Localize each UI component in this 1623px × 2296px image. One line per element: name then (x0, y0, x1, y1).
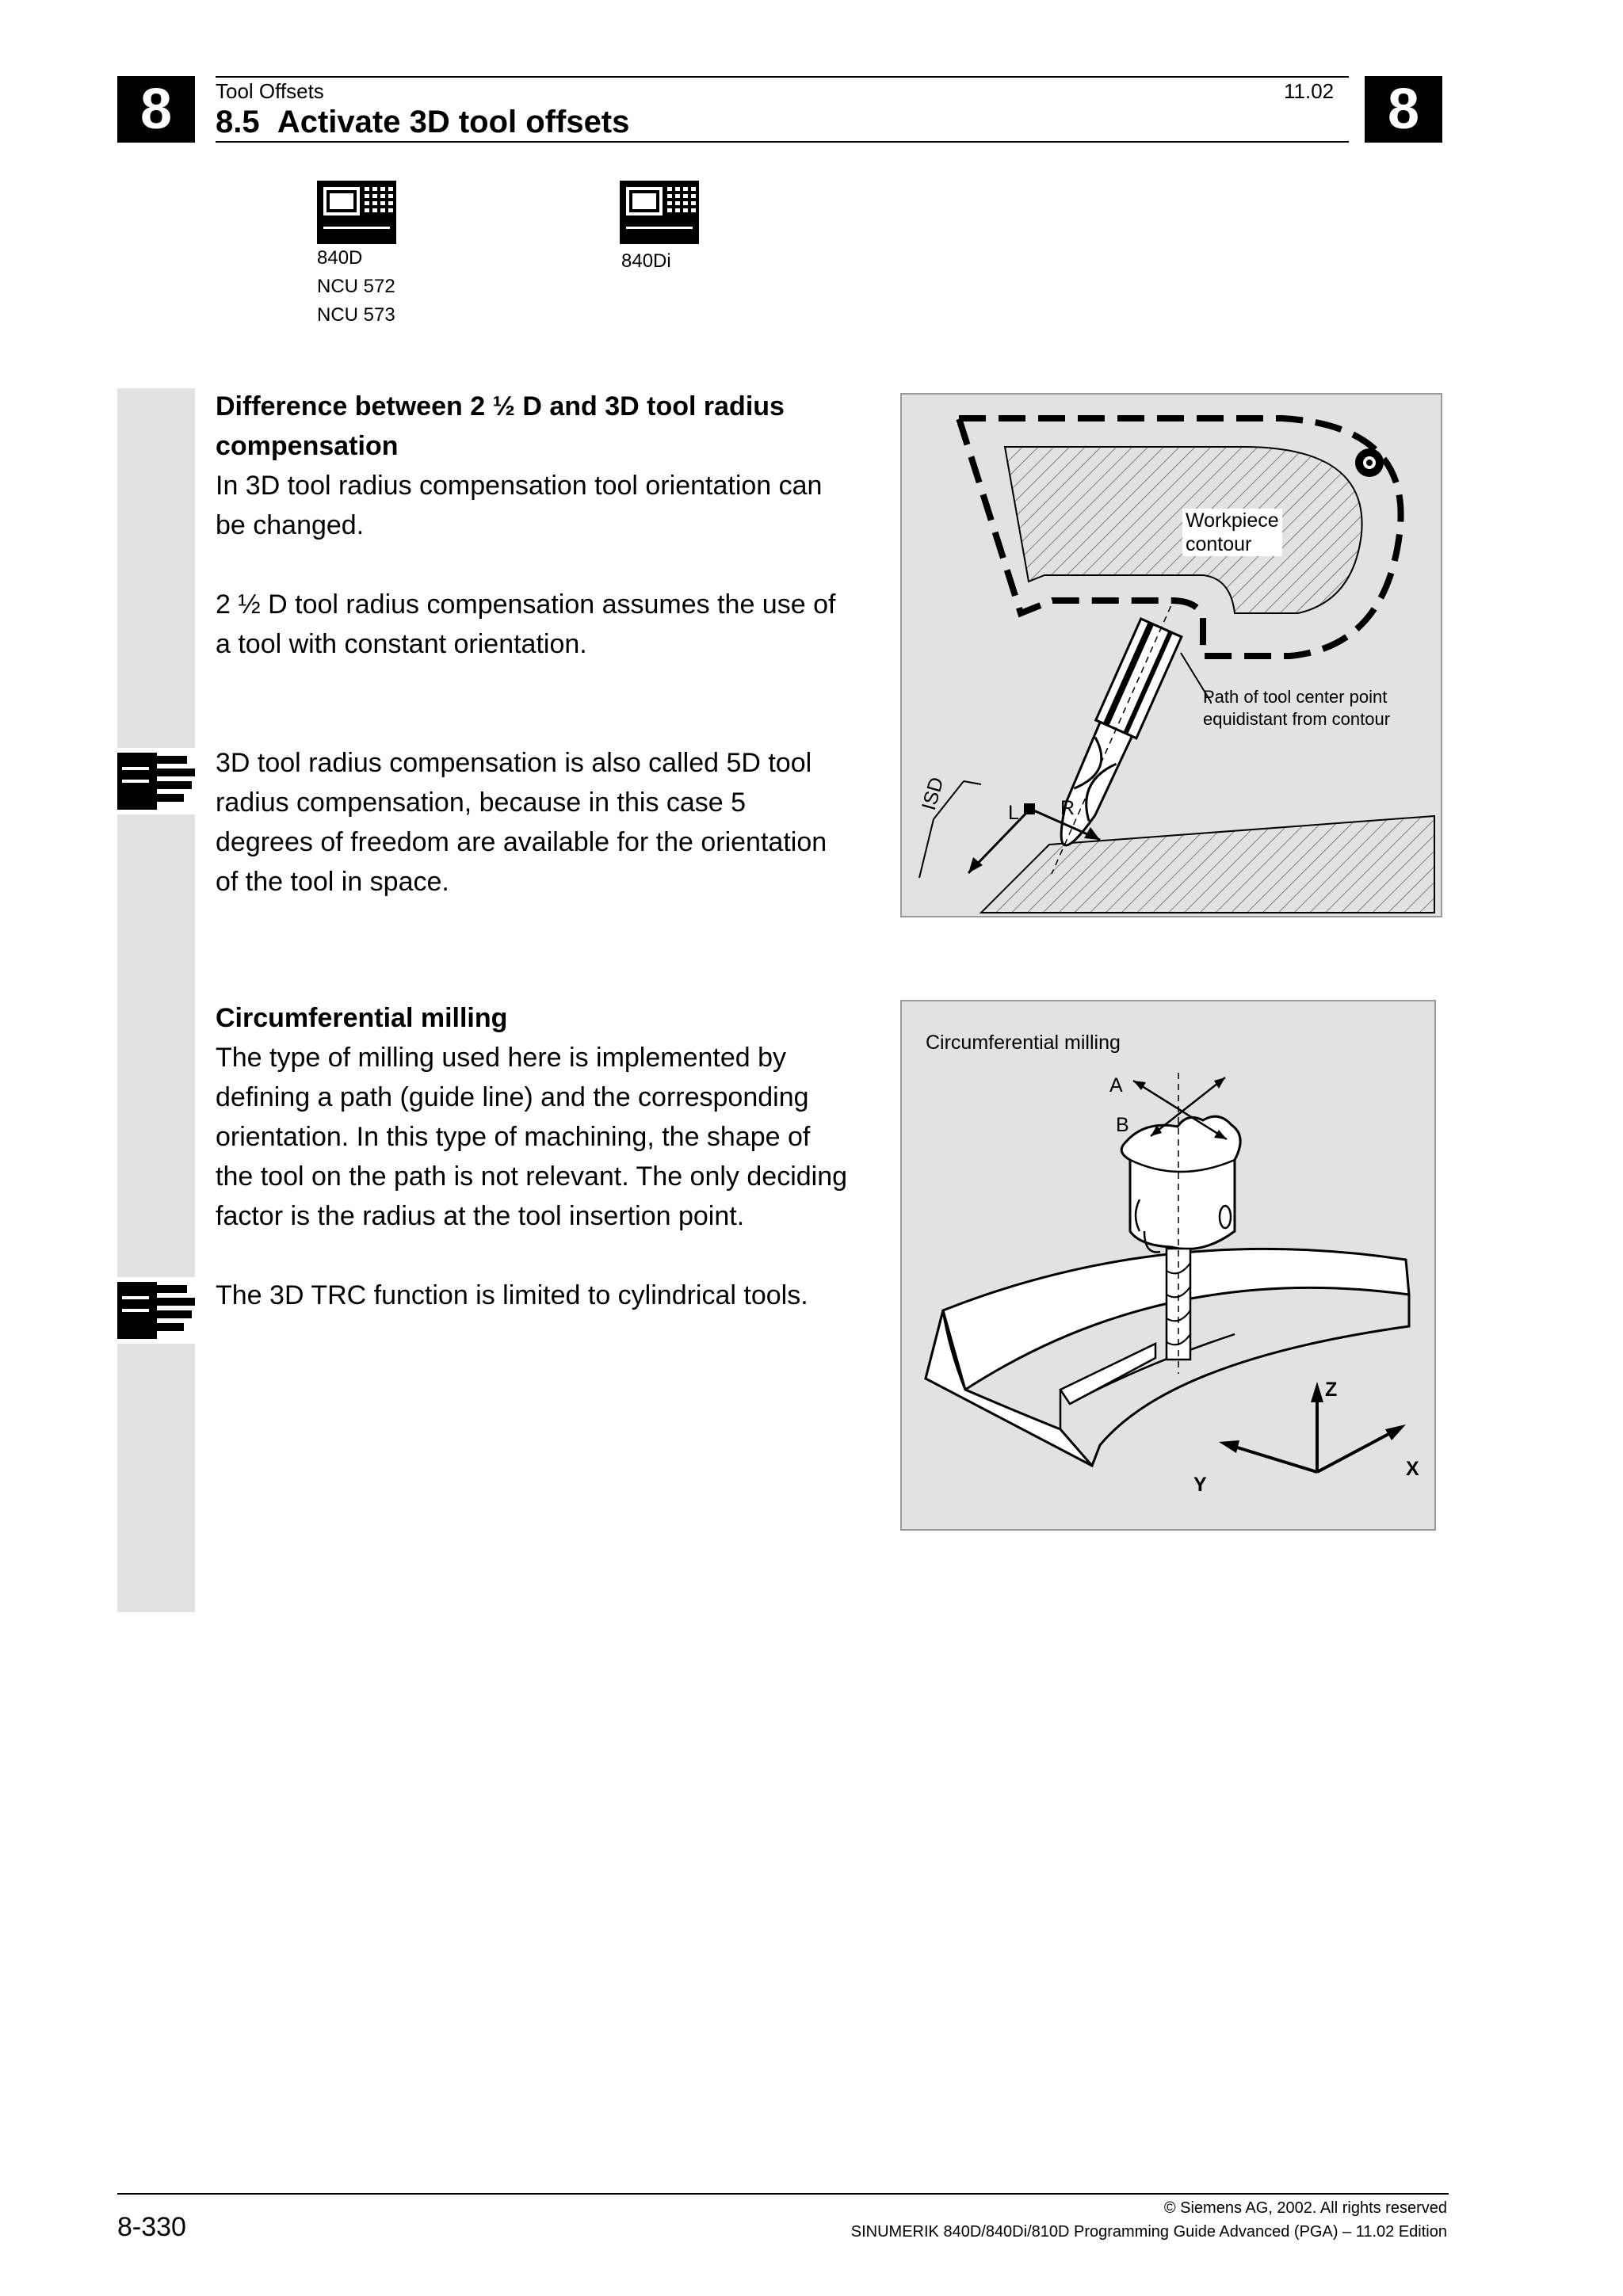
section1-heading-line: Difference between 2 ½ D and 3D tool radius (216, 391, 785, 421)
paragraph-line: radius compensation, because in this case 5 (216, 788, 747, 818)
figure2-title: Circumferential milling (926, 1032, 1121, 1054)
control-line: 840Di (621, 250, 671, 272)
figure-3d-tool-radius-compensation (900, 393, 1442, 917)
section-title (216, 105, 629, 140)
cutter-icon (1355, 448, 1384, 477)
paragraph-line: be changed. (216, 510, 365, 540)
coordinate-axes (1219, 1382, 1406, 1472)
paragraph-line: of the tool in space. (216, 867, 449, 897)
chapter-badge-right: 8 (1365, 76, 1442, 143)
label-line: contour (1186, 533, 1252, 555)
label-b: B (1116, 1114, 1129, 1136)
margin-bar (117, 388, 195, 1612)
section1-heading-line: compensation (216, 431, 399, 461)
paragraph-line: The type of milling used here is implemented by (216, 1043, 787, 1073)
page-number: 8-330 (117, 2212, 186, 2242)
control-line: NCU 573 (317, 304, 395, 326)
label-x: X (1406, 1458, 1419, 1480)
paragraph-line: 2 ½ D tool radius compensation assumes the use of (216, 589, 836, 620)
paragraph-line: defining a path (guide line) and the corresponding (216, 1082, 809, 1112)
edition-date: 11.02 (1284, 79, 1335, 103)
footer-rule (117, 2193, 1449, 2195)
label-line: Path of tool center point (1203, 687, 1388, 707)
section-number: 8.5 (216, 105, 260, 139)
label-z: Z (1325, 1379, 1338, 1401)
paragraph-line: In 3D tool radius compensation tool orientation can (216, 471, 823, 501)
section2-text (216, 998, 873, 1315)
lower-workpiece-shape (981, 816, 1434, 913)
label-line: Workpiece (1186, 509, 1279, 532)
section1-text (216, 387, 873, 664)
label-path-tool-center (1203, 686, 1390, 730)
note-hand-icon (117, 748, 195, 818)
paragraph-line: degrees of freedom are available for the orientation (216, 827, 827, 857)
section2-heading: Circumferential milling (216, 1003, 508, 1033)
section1-note-text (216, 743, 873, 902)
control-icon-840di (620, 181, 699, 248)
section-category: Tool Offsets (216, 79, 324, 103)
control-list-840di (621, 247, 671, 276)
paragraph-line: the tool on the path is not relevant. The only deciding (216, 1161, 848, 1192)
note-hand-icon (117, 1277, 195, 1348)
label-isd: ISD (918, 774, 949, 813)
section-title-text: Activate 3D tool offsets (277, 105, 630, 139)
header-top-rule (216, 76, 1349, 78)
milling-tool-icon (1121, 1073, 1240, 1374)
control-icon-840d (317, 181, 396, 248)
control-list-840d (317, 244, 395, 330)
label-l: L (1008, 802, 1019, 824)
label-line: equidistant from contour (1203, 709, 1391, 729)
footer-copyright: © Siemens AG, 2002. All rights reserved (1163, 2199, 1447, 2217)
figure-circumferential-milling (900, 1000, 1436, 1531)
header-bottom-rule (216, 141, 1349, 143)
label-workpiece-contour (1182, 509, 1282, 556)
chapter-badge-left: 8 (117, 76, 195, 143)
paragraph-line: 3D tool radius compensation is also called 5D tool (216, 748, 812, 778)
paragraph-line: orientation. In this type of machining, the shape of (216, 1122, 811, 1152)
label-y: Y (1193, 1474, 1207, 1496)
paragraph-line: factor is the radius at the tool insertion point. (216, 1201, 745, 1231)
label-a: A (1109, 1074, 1123, 1097)
paragraph-line: The 3D TRC function is limited to cylindrical tools. (216, 1280, 808, 1310)
control-line: 840D (317, 247, 363, 269)
paragraph-line: a tool with constant orientation. (216, 629, 587, 659)
label-r: R (1060, 797, 1075, 819)
control-line: NCU 572 (317, 276, 395, 297)
footer-document-title: SINUMERIK 840D/840Di/810D Programming Guide Advanced (PGA) – 11.02 Edition (850, 2223, 1447, 2241)
